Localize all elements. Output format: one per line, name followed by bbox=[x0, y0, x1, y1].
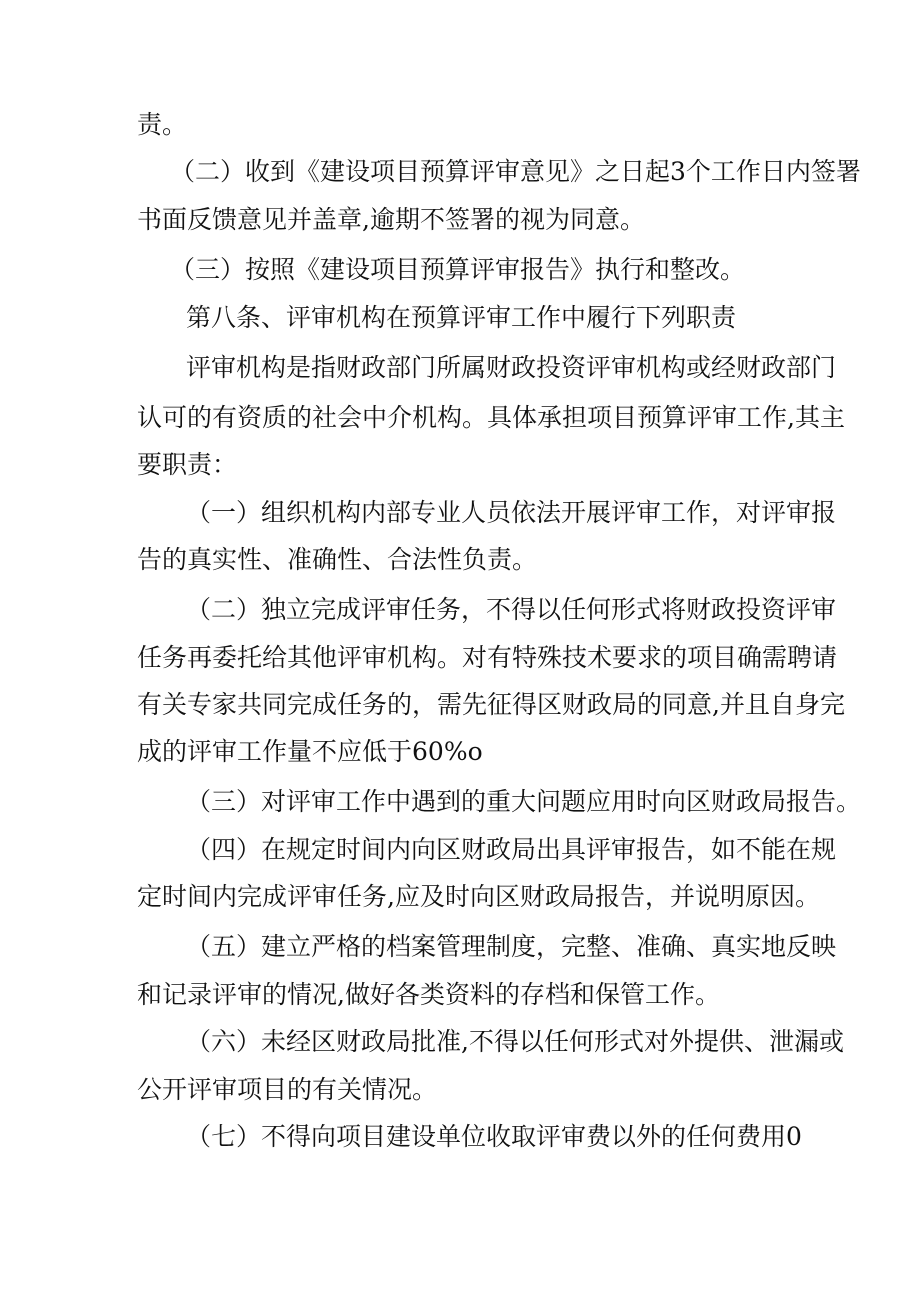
text-line-21: 公开评审项目的有关情况。 bbox=[137, 1075, 438, 1104]
text-line-20: （六）未经区财政局批准,不得以任何形式对外提供、泄漏或 bbox=[186, 1027, 844, 1056]
text-line-5: 第八条、评审机构在预算评审工作中履行下列职责 bbox=[186, 303, 737, 332]
text-line-13: 有关专家共同完成任务的，需先征得区财政局的同意,并且自身完 bbox=[137, 690, 845, 719]
text-line-17: 定时间内完成评审任务,应及时向区财政局报告，并说明原因。 bbox=[137, 882, 820, 911]
text-line-12: 任务再委托给其他评审机构。对有特殊技术要求的项目确需聘请 bbox=[137, 643, 838, 672]
text-line-1: 责。 bbox=[137, 110, 188, 139]
text-line-9: （一）组织机构内部专业人员依法开展评审工作，对评审报 bbox=[186, 498, 837, 527]
text-line-14: 成的评审工作量不应低于60%o bbox=[137, 737, 483, 766]
text-line-11: （二）独立完成评审任务，不得以任何形式将财政投资评审 bbox=[186, 595, 837, 624]
text-line-8: 要职责： bbox=[137, 450, 238, 479]
text-line-18: （五）建立严格的档案管理制度，完整、准确、真实地反映 bbox=[186, 932, 837, 961]
text-line-4: （三）按照《建设项目预算评审报告》执行和整改。 bbox=[170, 255, 746, 284]
text-line-7: 认可的有资质的社会中介机构。具体承担项目预算评审工作,其主 bbox=[137, 403, 845, 432]
text-line-2: （二）收到《建设项目预算评审意见》之日起3个工作日内签署 bbox=[170, 157, 861, 186]
text-line-16: （四）在规定时间内向区财政局出具评审报告，如不能在规 bbox=[186, 835, 837, 864]
text-line-3: 书面反馈意见并盖章,逾期不签署的视为同意。 bbox=[137, 205, 645, 234]
text-line-10: 告的真实性、准确性、合法性负责。 bbox=[137, 545, 538, 574]
text-line-15: （三）对评审工作中遇到的重大问题应用时向区财政局报告。 bbox=[186, 787, 862, 816]
text-line-19: 和记录评审的情况,做好各类资料的存档和保管工作。 bbox=[137, 980, 720, 1009]
text-line-6: 评审机构是指财政部门所属财政投资评审机构或经财政部门 bbox=[186, 353, 837, 382]
text-line-22: （七）不得向项目建设单位收取评审费以外的任何费用0 bbox=[186, 1122, 802, 1151]
